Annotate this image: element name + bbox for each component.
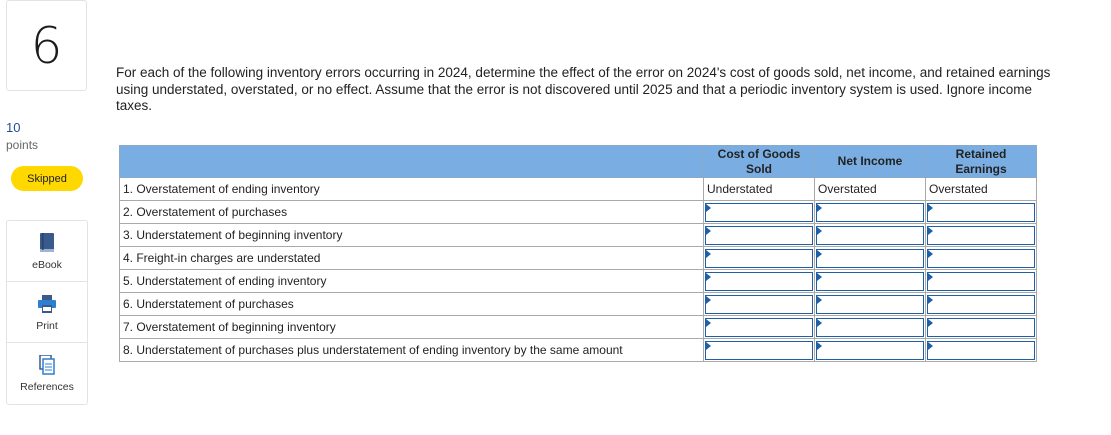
ebook-label: eBook [32,258,62,271]
retained-earnings-header: Retained Earnings [926,146,1037,178]
table-row [120,224,1037,247]
retained-earnings-dropdown[interactable] [927,341,1035,360]
net-income-value: Overstated [815,178,926,201]
cogs-value: Understated [704,178,815,201]
dropdown-arrow-icon [928,227,933,235]
references-button[interactable] [7,343,87,404]
question-text: For each of the following inventory errors occurring in 2024, determine the effect of the error on 2024's cost of goods sold, net income, and retained earnings using understated, overstated, or no effect. Assume that the error is not discovered until 2025 and that a periodic inventory system is used. Ignore income taxes. [116,65,1051,113]
retained-earnings-dropdown[interactable] [927,203,1035,222]
retained-earnings-value: Overstated [926,178,1037,201]
dropdown-arrow-icon [928,250,933,258]
printer-icon [37,293,57,315]
points-label: points [6,138,39,152]
dropdown-arrow-icon [706,204,711,212]
cogs-dropdown[interactable] [705,318,813,337]
row-label: 1. Overstatement of ending inventory [120,178,704,201]
retained-earnings-dropdown[interactable] [927,226,1035,245]
table-row [120,178,1037,201]
net-income-dropdown[interactable] [816,341,924,360]
retained-earnings-dropdown[interactable] [927,272,1035,291]
question-number-box [6,0,87,91]
row-label: 5. Understatement of ending inventory [120,270,704,293]
retained-earnings-dropdown[interactable] [927,318,1035,337]
cogs-dropdown[interactable] [705,272,813,291]
net-income-dropdown[interactable] [816,249,924,268]
dropdown-arrow-icon [817,250,822,258]
table-row [120,270,1037,293]
print-label: Print [36,319,58,332]
book-icon [39,232,55,254]
table-row [120,201,1037,224]
table-row [120,339,1037,362]
documents-icon [39,354,55,376]
row-label: 2. Overstatement of purchases [120,201,704,224]
inventory-errors-table [119,145,1037,362]
dropdown-arrow-icon [817,204,822,212]
dropdown-arrow-icon [706,250,711,258]
cogs-dropdown[interactable] [705,341,813,360]
net-income-dropdown[interactable] [816,318,924,337]
dropdown-arrow-icon [817,227,822,235]
dropdown-arrow-icon [928,342,933,350]
retained-earnings-dropdown[interactable] [927,295,1035,314]
cogs-dropdown[interactable] [705,249,813,268]
dropdown-arrow-icon [817,296,822,304]
dropdown-arrow-icon [817,342,822,350]
dropdown-arrow-icon [706,273,711,281]
row-label: 6. Understatement of purchases [120,293,704,316]
ebook-button[interactable] [7,221,87,282]
dropdown-arrow-icon [817,273,822,281]
points-value: 10 [6,120,21,135]
net-income-header: Net Income [815,146,926,178]
skipped-badge: Skipped [11,166,83,191]
dropdown-arrow-icon [706,319,711,327]
cogs-dropdown[interactable] [705,226,813,245]
dropdown-arrow-icon [928,273,933,281]
cogs-header: Cost of Goods Sold [704,146,815,178]
retained-earnings-dropdown[interactable] [927,249,1035,268]
dropdown-arrow-icon [706,296,711,304]
references-label: References [20,381,74,393]
table-row [120,316,1037,339]
dropdown-arrow-icon [928,319,933,327]
row-label: 3. Understatement of beginning inventory [120,224,704,247]
row-label: 4. Freight-in charges are understated [120,247,704,270]
row-label: 7. Overstatement of beginning inventory [120,316,704,339]
table-header-row [120,146,1037,178]
dropdown-arrow-icon [706,227,711,235]
blank-header [120,146,704,178]
dropdown-arrow-icon [928,204,933,212]
table-row [120,293,1037,316]
print-button[interactable] [7,282,87,343]
net-income-dropdown[interactable] [816,295,924,314]
question-number: 6 [30,16,63,75]
net-income-dropdown[interactable] [816,203,924,222]
dropdown-arrow-icon [817,319,822,327]
cogs-dropdown[interactable] [705,295,813,314]
dropdown-arrow-icon [928,296,933,304]
tools-panel [6,220,88,405]
table-row [120,247,1037,270]
dropdown-arrow-icon [706,342,711,350]
row-label: 8. Understatement of purchases plus understatement of ending inventory by the same amount [120,339,704,362]
cogs-dropdown[interactable] [705,203,813,222]
net-income-dropdown[interactable] [816,272,924,291]
net-income-dropdown[interactable] [816,226,924,245]
